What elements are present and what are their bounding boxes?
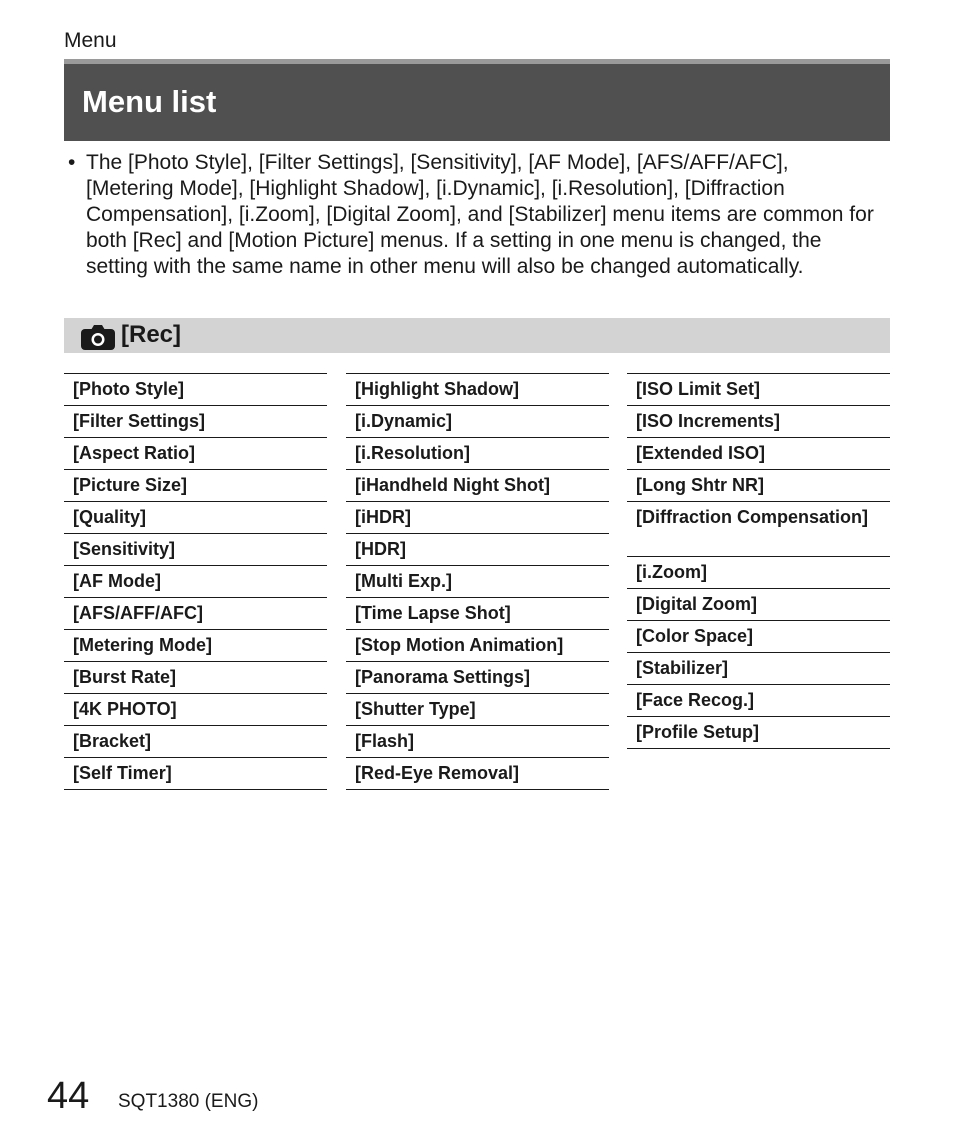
menu-item: [Burst Rate] [64,662,327,694]
page-title: Menu list [82,84,217,119]
menu-item: [Red-Eye Removal] [346,758,609,790]
menu-item: [i.Dynamic] [346,406,609,438]
menu-item: [Sensitivity] [64,534,327,566]
menu-item: [Stabilizer] [627,653,890,685]
menu-item: [Color Space] [627,621,890,653]
document-code: SQT1380 (ENG) [118,1091,259,1112]
note-paragraph [68,150,878,280]
rec-section-label: [Rec] [121,321,182,348]
menu-item: [Long Shtr NR] [627,470,890,502]
rec-section-header [64,318,890,353]
bullet-marker: • [68,151,76,174]
title-bar [64,59,890,141]
menu-item: [Self Timer] [64,758,327,790]
menu-item: [Metering Mode] [64,630,327,662]
menu-item: [Diffraction Compensation] [627,502,890,557]
menu-item: [Panorama Settings] [346,662,609,694]
menu-item: [Filter Settings] [64,406,327,438]
menu-item: [AFS/AFF/AFC] [64,598,327,630]
menu-item: [Flash] [346,726,609,758]
menu-item: [i.Resolution] [346,438,609,470]
menu-item: [AF Mode] [64,566,327,598]
menu-item: [HDR] [346,534,609,566]
menu-item: [Time Lapse Shot] [346,598,609,630]
page-number: 44 [47,1075,90,1117]
menu-item: [4K PHOTO] [64,694,327,726]
camera-icon [81,324,115,350]
menu-item: [Multi Exp.] [346,566,609,598]
menu-item: [Quality] [64,502,327,534]
menu-item: [iHandheld Night Shot] [346,470,609,502]
menu-item: [iHDR] [346,502,609,534]
menu-item: [Photo Style] [64,374,327,406]
menu-item: [Extended ISO] [627,438,890,470]
menu-item: [Face Recog.] [627,685,890,717]
menu-item: [ISO Limit Set] [627,374,890,406]
menu-item: [Profile Setup] [627,717,890,749]
menu-item: [Digital Zoom] [627,589,890,621]
menu-item: [Aspect Ratio] [64,438,327,470]
section-label: Menu [64,29,117,52]
menu-item: [Shutter Type] [346,694,609,726]
menu-item: [Stop Motion Animation] [346,630,609,662]
menu-item: [Highlight Shadow] [346,374,609,406]
menu-item: [Picture Size] [64,470,327,502]
menu-item: [Bracket] [64,726,327,758]
menu-column-2 [346,373,609,790]
menu-item: [ISO Increments] [627,406,890,438]
note-text: The [Photo Style], [Filter Settings], [Sensitivity], [AF Mode], [AFS/AFF/AFC], [Metering Mode], [Highlight Shadow], [i.Dynamic], [i.Resolution], [Diffraction Compensation], [i.Zoom], [Digital Zoom], and [Stabilizer] menu items are common for both [Rec] and [Motion Picture] menus. If a setting in one menu is changed, the setting with the same name in other menu will also be changed automatically. [86,151,874,278]
menu-column-1 [64,373,327,790]
menu-column-3 [627,373,890,749]
menu-item: [i.Zoom] [627,557,890,589]
